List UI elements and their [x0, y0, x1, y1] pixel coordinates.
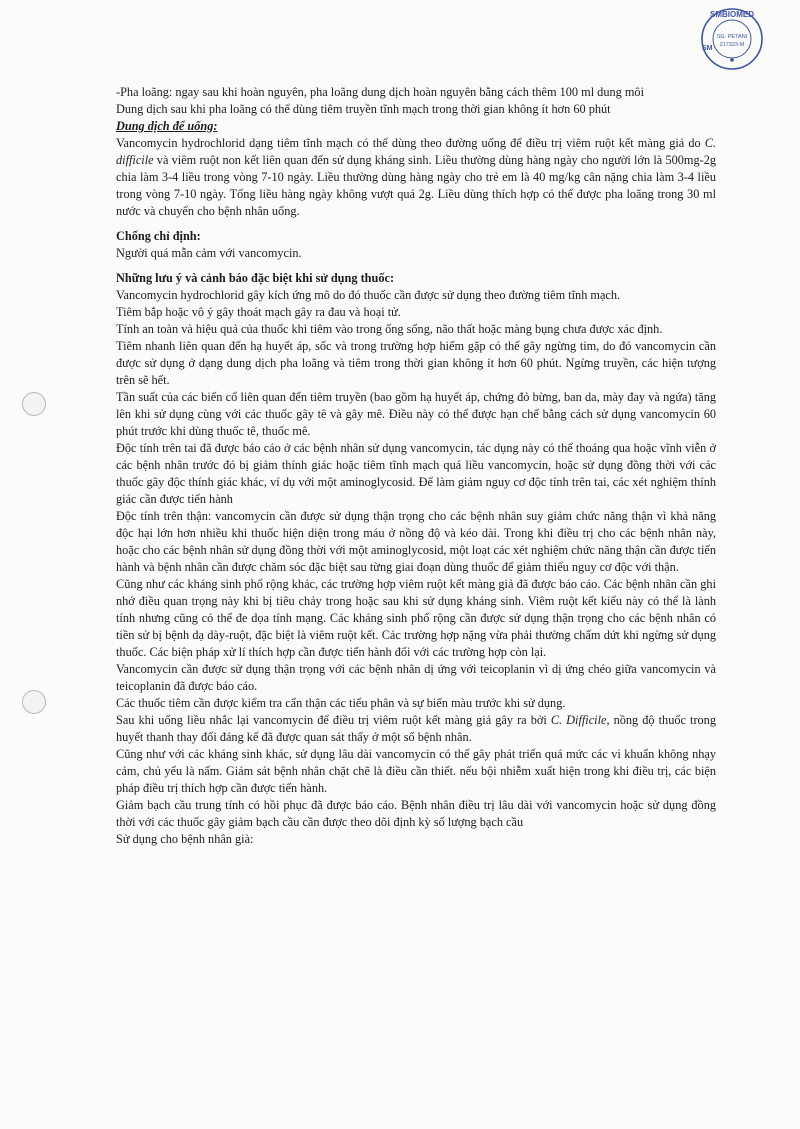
paragraph: Giảm bạch cầu trung tính có hồi phục đã được báo cáo. Bệnh nhân điều trị lâu dài với vancomycin hoặc sử dụng đồng thời với các thuốc gây giảm bạch cầu cần được theo dõi định kỳ số lượng bạch cầu	[116, 798, 716, 829]
paragraph: Vancomycin cần được sử dụng thận trọng với các bệnh nhân dị ứng với teicoplanin vì dị ứng chéo giữa vancomycin và teicoplanin đã được báo cáo.	[116, 662, 716, 693]
document-body	[116, 84, 716, 848]
paragraph-text: Vancomycin hydrochlorid dạng tiêm tĩnh mạch có thể dùng theo đường uống để điều trị viêm ruột kết màng giả do	[116, 136, 705, 150]
paragraph: Các thuốc tiêm cần được kiểm tra cẩn thận các tiểu phân và sự biến màu trước khi sử dụng.	[116, 696, 566, 710]
stamp-ring-left: SM	[702, 45, 713, 52]
company-stamp	[690, 6, 774, 72]
paragraph: Độc tính trên thận: vancomycin cần được sử dụng thận trọng cho các bệnh nhân suy giảm chức năng thận vì khả năng độc hại lớn hơn nhiều khi thuốc hiện diện trong máu ở nồng độ và kéo dài. Trong khi điều trị cho các bệnh nhân này, hoặc cho các bệnh nhân sử dụng đồng thời với một aminoglycosid, một loạt các xét nghiệm chức năng thận cần được tiến hành và bệnh nhân cần được chăm sóc đặc biệt sau từng giai đoạn dùng thuốc để giảm thiểu nguy cơ độc với thận.	[116, 509, 716, 574]
paragraph	[116, 712, 716, 746]
italic-species-name: C. Difficile,	[550, 713, 610, 727]
paragraph: Tần suất của các biến cố liên quan đến tiêm truyền (bao gồm hạ huyết áp, chứng đỏ bừng, ban da, mày đay và ngứa) tăng lên khi sử dụng cùng với các thuốc gây tê và gây mê. Điều này có thể được hạn chế bằng cách sử dụng vancomycin 60 phút trước khi dùng thuốc tê, thuốc mê.	[116, 390, 716, 438]
punch-hole-top	[22, 392, 46, 416]
section-heading: Dung dịch để uống:	[116, 119, 218, 133]
paragraph-text: nồng độ thuốc trong huyết thanh thay đổi đáng kể đã được quan sát thấy ở một số bệnh nhân.	[116, 713, 716, 744]
paragraph: Vancomycin hydrochlorid gây kích ứng mô do đó thuốc cần được sử dụng theo đường tiêm tĩnh mạch.	[116, 288, 621, 302]
paragraph	[116, 135, 716, 220]
punch-hole-bottom	[22, 690, 46, 714]
paragraph: Sử dụng cho bệnh nhân già:	[116, 832, 254, 846]
paragraph: Người quá mẫn cảm với vancomycin.	[116, 246, 302, 260]
section-heading: Chống chỉ định:	[116, 229, 201, 243]
italic-species-name: C. difficile	[116, 136, 716, 167]
paragraph: Độc tính trên tai đã được báo cáo ở các bệnh nhân sử dụng vancomycin, tác dụng này có thể thoáng qua hoặc vĩnh viễn ở các bệnh nhân trước đó bị giảm thính giác hoặc tiêm tĩnh mạch quá liều vancomycin, hoặc sử dụng đồng thời với các thuốc gây độc thính giác khác, ví dụ với một aminoglycosid. Để làm giảm nguy cơ độc tính trên tai, các xét nghiệm thính giác cần được tiến hành	[116, 441, 716, 506]
paragraph: Tính an toàn và hiệu quả của thuốc khi tiêm vào trong ống sống, não thất hoặc màng bụng chưa được xác định.	[116, 322, 663, 336]
stamp-line-2: 217323-M	[719, 42, 745, 48]
paragraph: Tiêm bắp hoặc vô ý gây thoát mạch gây ra đau và hoại tử.	[116, 305, 401, 319]
stamp-org-text: SMBIOMED	[710, 10, 754, 19]
paragraph: Tiêm nhanh liên quan đến hạ huyết áp, sốc và trong trường hợp hiếm gặp có thể gây ngừng tim, do đó vancomycin cần được sử dụng ở dạng dung dịch pha loãng và tiêm trong thời gian không ít hơn 60 phút. Ngừng truyền, các hiện tượng trên sẽ hết.	[116, 339, 716, 387]
paragraph: -Pha loãng: ngay sau khi hoàn nguyên, pha loãng dung dịch hoàn nguyên bằng cách thêm 100 ml dung môi	[116, 85, 644, 99]
paragraph: Cũng như với các kháng sinh khác, sử dụng lâu dài vancomycin có thể gây phát triển quá mức các vi khuẩn không nhạy cảm, chủ yếu là nấm. Giám sát bệnh nhân chặt chẽ là điều cần thiết. nếu bội nhiễm xuất hiện trong khi điều trị, các biện pháp điều trị thích hợp cần được tiến hành.	[116, 747, 716, 795]
paragraph: Cũng như các kháng sinh phổ rộng khác, các trường hợp viêm ruột kết màng giả đã được báo cáo. Các bệnh nhân cần ghi nhớ điều quan trọng này khi bị tiêu chảy trong hoặc sau khi sử dụng kháng sinh. Viêm ruột kết kiểu này có thể là lành tính nhưng cũng có thể đe dọa tính mạng. Các kháng sinh phổ rộng cần được sử dụng thận trọng cho các bệnh nhân có tiền sử bị bệnh dạ dày-ruột, đặc biệt là viêm ruột kết. Các trường hợp nặng vừa phải thường chấm dứt khi ngừng sử dụng thuốc. Các biện pháp xử lí thích hợp cần được tiến hành đối với các trường hợp còn lại.	[116, 577, 716, 659]
paragraph-text: Sau khi uống liều nhắc lại vancomycin để điều trị viêm ruột kết màng giả gây ra bởi	[116, 713, 551, 727]
section-heading: Những lưu ý và cảnh báo đặc biệt khi sử dụng thuốc:	[116, 271, 395, 285]
paragraph: Dung dịch sau khi pha loãng có thể dùng tiêm truyền tĩnh mạch trong thời gian không ít hơn 60 phút	[116, 102, 611, 116]
paragraph-text: và viêm ruột non kết liên quan đến sử dụng kháng sinh. Liều thường dùng hàng ngày cho người lớn là 500mg-2g chia làm 3-4 liều trong vòng 7-10 ngày. Liều thường dùng hàng ngày cho trẻ em là 40 mg/kg cân nặng chia làm 3-4 liều trong vòng 7-10 ngày. Tổng liều hàng ngày không vượt quá 2g. Liều dùng thích hợp có thể được pha loãng trong 30 ml nước và chuyển cho bệnh nhân uống.	[116, 153, 716, 218]
stamp-line-1: SG. PETANI	[716, 34, 748, 40]
